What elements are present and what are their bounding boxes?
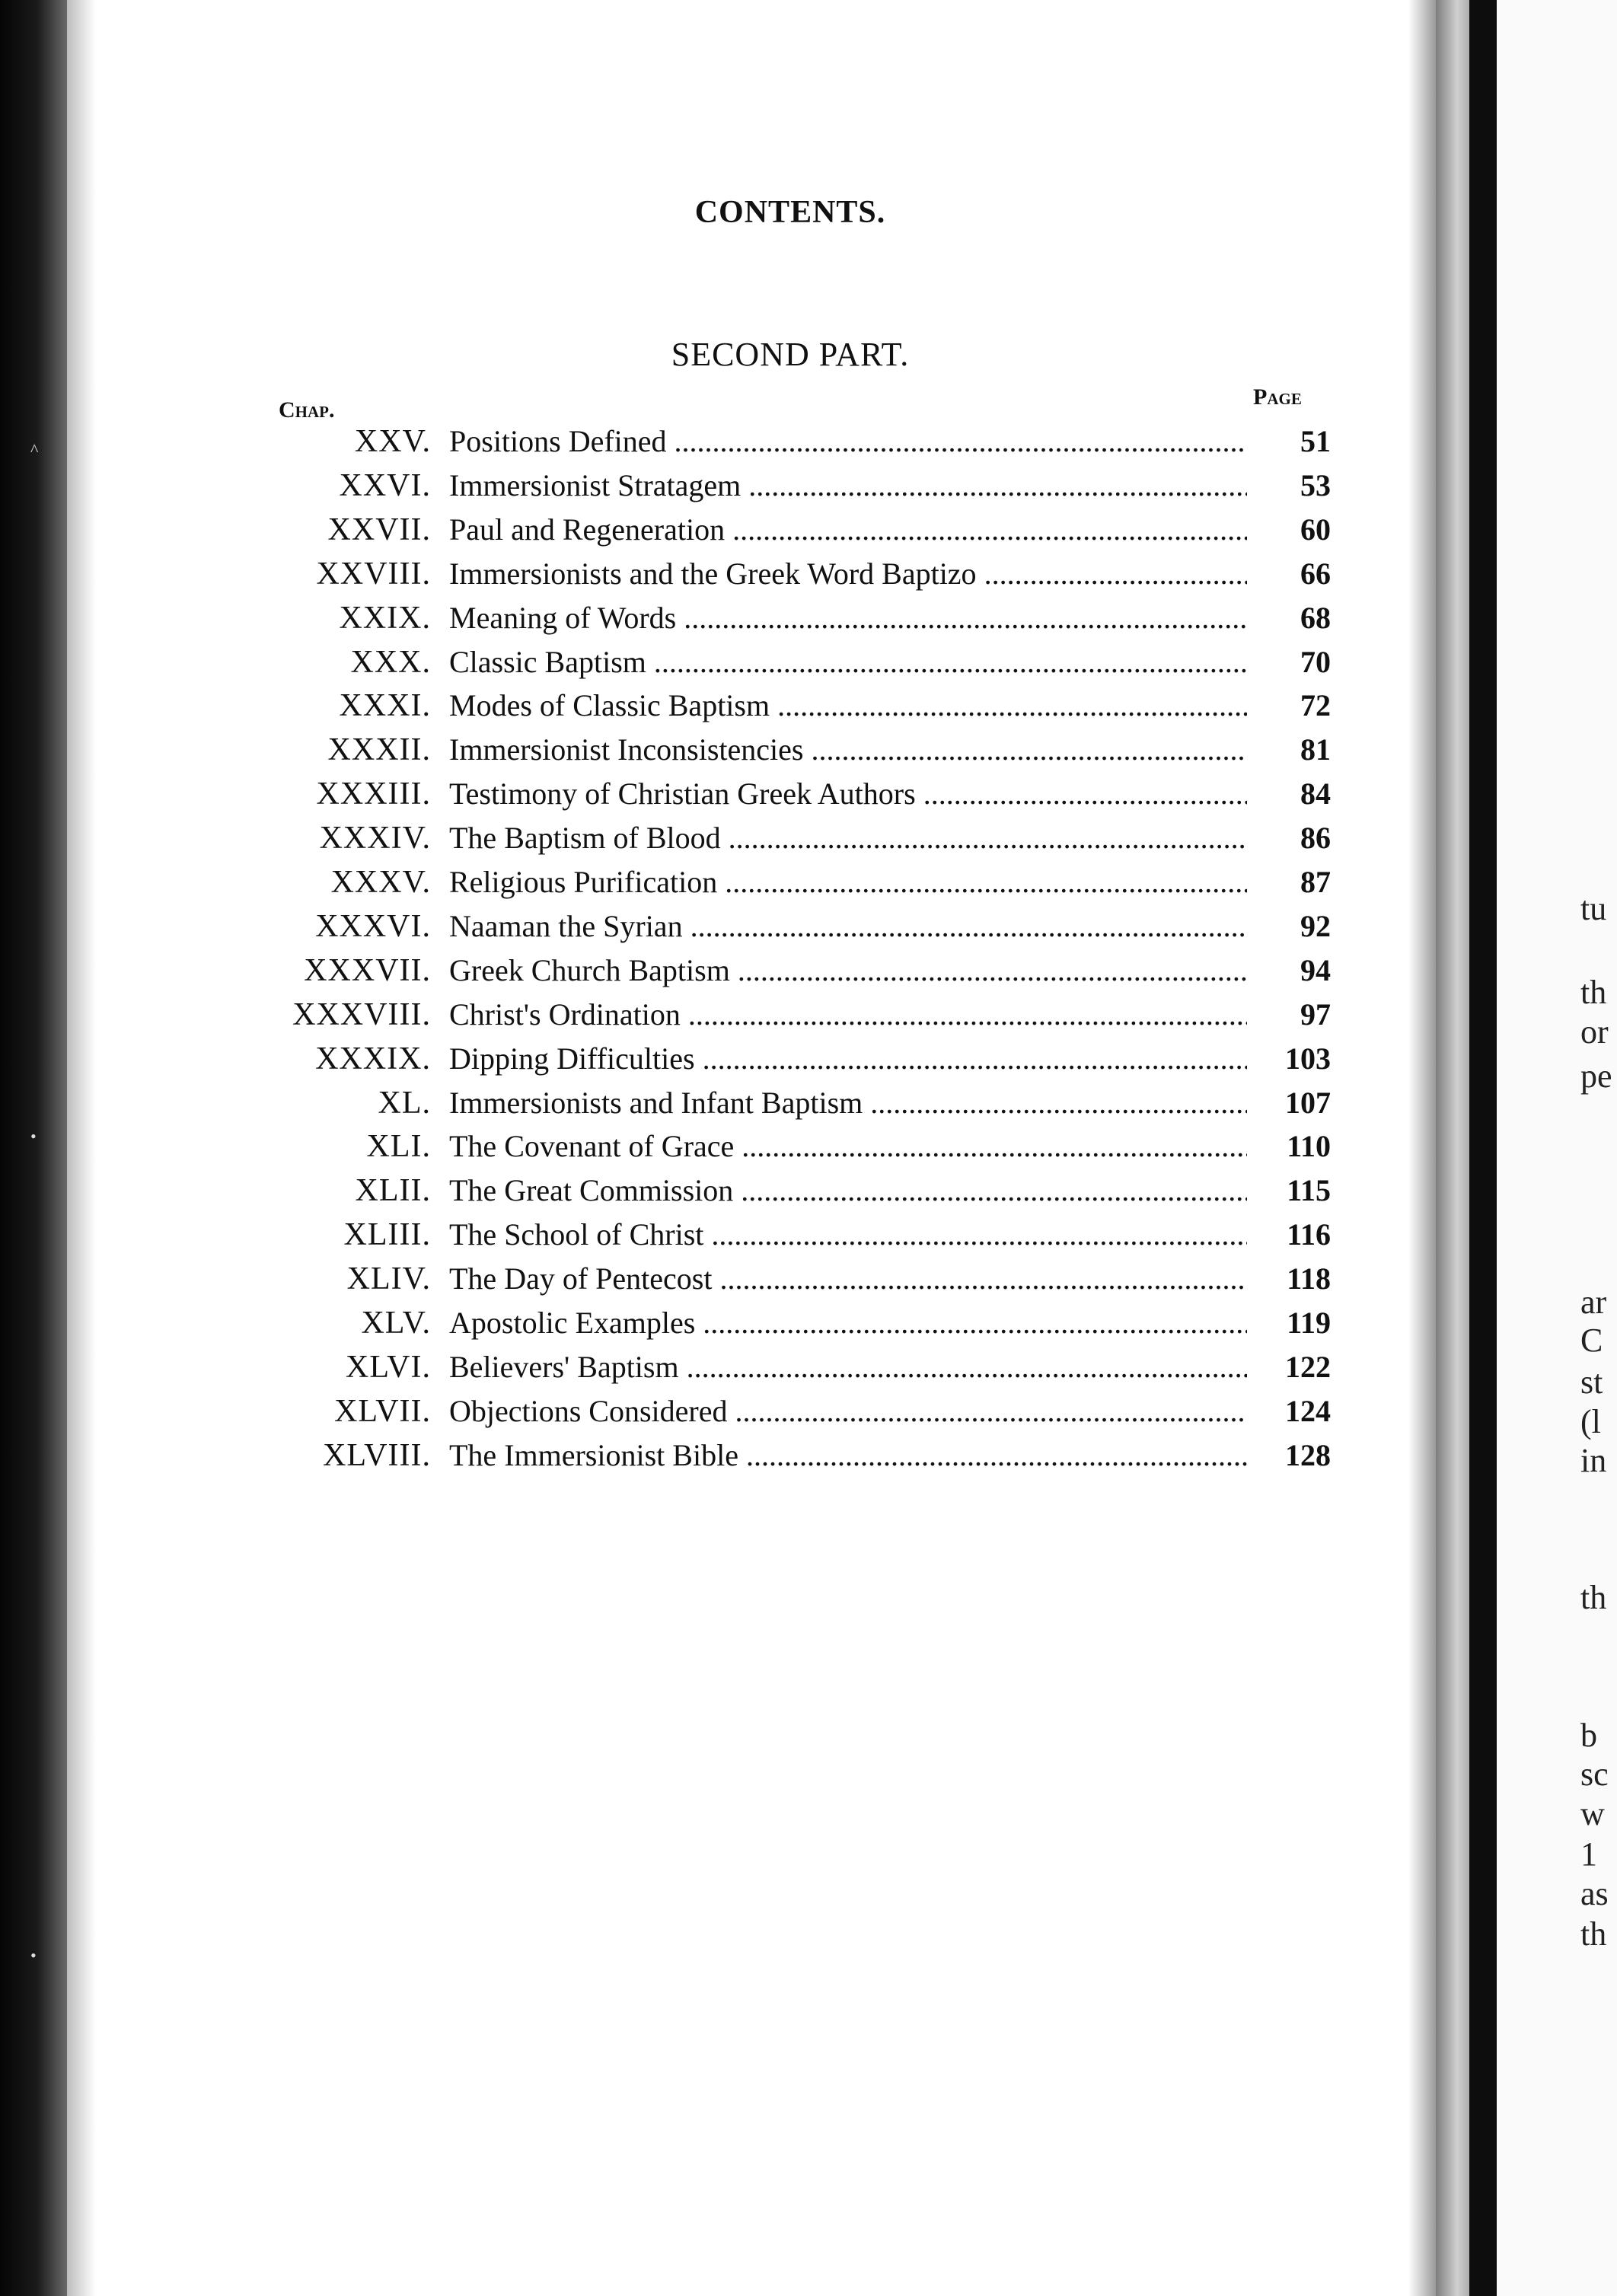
page-number: 128 — [1285, 1437, 1331, 1472]
chapter-number: XXVI. — [339, 467, 431, 503]
next-page-text-fragment: th — [1580, 974, 1607, 1011]
page-number: 97 — [1300, 997, 1331, 1032]
page-number: 51 — [1300, 424, 1331, 458]
chapter-number: XLVI. — [346, 1349, 431, 1385]
chapter-title: Testimony of Christian Greek Authors ..... — [449, 776, 1247, 812]
chapter-title: The Covenant of Grace ..... — [449, 1128, 1247, 1164]
chapter-title: The School of Christ ..... — [449, 1217, 1247, 1252]
page-number: 84 — [1300, 776, 1331, 812]
chapter-number: XXXII. — [327, 732, 431, 768]
chapter-number: XXXIII. — [316, 776, 431, 812]
chapter-title: Modes of Classic Baptism ..... — [449, 687, 1247, 723]
next-page-text-fragment: w — [1580, 1795, 1605, 1832]
chapter-title: Objections Considered ..... — [449, 1393, 1247, 1429]
page-number: 92 — [1300, 908, 1331, 943]
chapter-number: XLV. — [361, 1306, 431, 1341]
chapter-column-header: Chap. — [279, 397, 335, 423]
toc-row — [0, 1085, 1617, 1126]
page-number: 86 — [1300, 821, 1331, 856]
toc-row — [0, 1172, 1617, 1213]
chapter-title: Paul and Regeneration ..... — [449, 512, 1247, 547]
page-column-header: Page — [1253, 384, 1302, 410]
toc-row — [0, 1437, 1617, 1478]
page-number: 116 — [1287, 1217, 1331, 1252]
chapter-number: XXXIV. — [319, 821, 431, 856]
toc-row — [0, 732, 1617, 773]
chapter-title: Apostolic Examples ..... — [449, 1305, 1247, 1341]
toc-row — [0, 1128, 1617, 1169]
chapter-number: XXXVI. — [315, 908, 431, 944]
page-number: 122 — [1285, 1349, 1331, 1384]
page-number: 107 — [1285, 1085, 1331, 1120]
chapter-title: Naaman the Syrian ..... — [449, 908, 1247, 944]
toc-row — [0, 820, 1617, 861]
page-number: 103 — [1285, 1041, 1331, 1076]
scan-mark: • — [30, 1946, 37, 1965]
chapter-title: The Baptism of Blood ..... — [449, 820, 1247, 856]
chapter-title: Believers' Baptism ..... — [449, 1349, 1247, 1385]
scan-mark: • — [30, 1127, 37, 1146]
chapter-title: Dipping Difficulties ..... — [449, 1041, 1247, 1076]
next-page-text-fragment: th — [1580, 1579, 1607, 1616]
next-page-text-fragment: in — [1580, 1442, 1607, 1479]
scan-mark: ^ — [30, 440, 39, 459]
next-page-text-fragment: as — [1580, 1875, 1609, 1912]
toc-row — [0, 952, 1617, 993]
chapter-title: Immersionists and the Greek Word Baptizo ..... — [449, 556, 1247, 592]
page-number: 87 — [1300, 865, 1331, 899]
chapter-number: XXXIX. — [315, 1041, 431, 1076]
toc-row — [0, 1041, 1617, 1082]
next-page-text-fragment: th — [1580, 1915, 1607, 1953]
chapter-number: XXXVIII. — [292, 997, 431, 1032]
chapter-number: XXVIII. — [316, 556, 431, 592]
page-number: 68 — [1300, 600, 1331, 635]
chapter-number: XXXI. — [339, 688, 431, 724]
toc-row — [0, 776, 1617, 817]
chapter-number: XXV. — [354, 424, 431, 459]
page-number: 94 — [1300, 952, 1331, 987]
page-number: 119 — [1287, 1306, 1331, 1340]
next-page-text-fragment: tu — [1580, 890, 1607, 927]
chapter-title: Immersionist Stratagem ..... — [449, 467, 1247, 503]
chapter-number: XXVII. — [327, 512, 431, 547]
chapter-title: Meaning of Words ..... — [449, 600, 1247, 636]
toc-row — [0, 1217, 1617, 1258]
next-page-text-fragment: 1 — [1580, 1835, 1597, 1873]
toc-row — [0, 997, 1617, 1038]
next-page-text-fragment: sc — [1580, 1755, 1609, 1793]
chapter-title: Positions Defined ..... — [449, 423, 1247, 459]
toc-row — [0, 687, 1617, 729]
next-page-text-fragment: or — [1580, 1013, 1609, 1051]
page-number: 53 — [1300, 467, 1331, 502]
page-number: 118 — [1287, 1261, 1331, 1296]
toc-row — [0, 512, 1617, 553]
page-number: 115 — [1287, 1173, 1331, 1208]
toc-row — [0, 1305, 1617, 1346]
toc-row — [0, 1349, 1617, 1390]
page-number: 60 — [1300, 512, 1331, 547]
chapter-number: XLVII. — [334, 1393, 431, 1429]
chapter-number: XLIV. — [346, 1261, 431, 1297]
chapter-number: XLVIII. — [323, 1437, 431, 1473]
next-page-text-fragment: b — [1580, 1717, 1597, 1754]
chapter-title: Immersionists and Infant Baptism ..... — [449, 1085, 1247, 1121]
chapter-number: XL. — [378, 1085, 431, 1121]
toc-row — [0, 423, 1617, 464]
page-number: 124 — [1285, 1393, 1331, 1428]
toc-row — [0, 644, 1617, 685]
page-number: 66 — [1300, 556, 1331, 591]
chapter-title: Classic Baptism ..... — [449, 644, 1247, 680]
next-page-text-fragment: (l — [1580, 1403, 1601, 1440]
chapter-title: Religious Purification ..... — [449, 864, 1247, 900]
page-number: 72 — [1300, 688, 1331, 723]
toc-row — [0, 1261, 1617, 1302]
toc-row — [0, 600, 1617, 641]
page-number: 81 — [1300, 732, 1331, 767]
chapter-title: Christ's Ordination ..... — [449, 997, 1247, 1032]
chapter-title: Immersionist Inconsistencies ..... — [449, 732, 1247, 767]
chapter-title: The Great Commission ..... — [449, 1172, 1247, 1208]
toc-row — [0, 1393, 1617, 1434]
chapter-number: XLIII. — [343, 1217, 431, 1253]
contents-title: CONTENTS. — [694, 195, 886, 230]
toc-row — [0, 864, 1617, 905]
page-number: 110 — [1287, 1129, 1331, 1164]
chapter-number: XLII. — [355, 1173, 431, 1209]
toc-row — [0, 467, 1617, 509]
chapter-title: Greek Church Baptism ..... — [449, 952, 1247, 988]
chapter-number: XXXVII. — [304, 952, 431, 988]
chapter-number: XXIX. — [339, 600, 431, 636]
toc-row — [0, 908, 1617, 949]
chapter-number: XXX. — [350, 644, 431, 680]
next-page-text-fragment: ar — [1580, 1284, 1607, 1321]
chapter-title: The Immersionist Bible ..... — [449, 1437, 1247, 1473]
next-page-text-fragment: C — [1580, 1322, 1603, 1359]
next-page-text-fragment: st — [1580, 1363, 1603, 1401]
toc-row — [0, 556, 1617, 597]
chapter-number: XXXV. — [330, 865, 431, 900]
section-title: SECOND PART. — [671, 336, 910, 373]
chapter-title: The Day of Pentecost ..... — [449, 1261, 1247, 1296]
page-number: 70 — [1300, 644, 1331, 679]
chapter-number: XLI. — [366, 1129, 431, 1165]
next-page-text-fragment: pe — [1580, 1057, 1612, 1095]
